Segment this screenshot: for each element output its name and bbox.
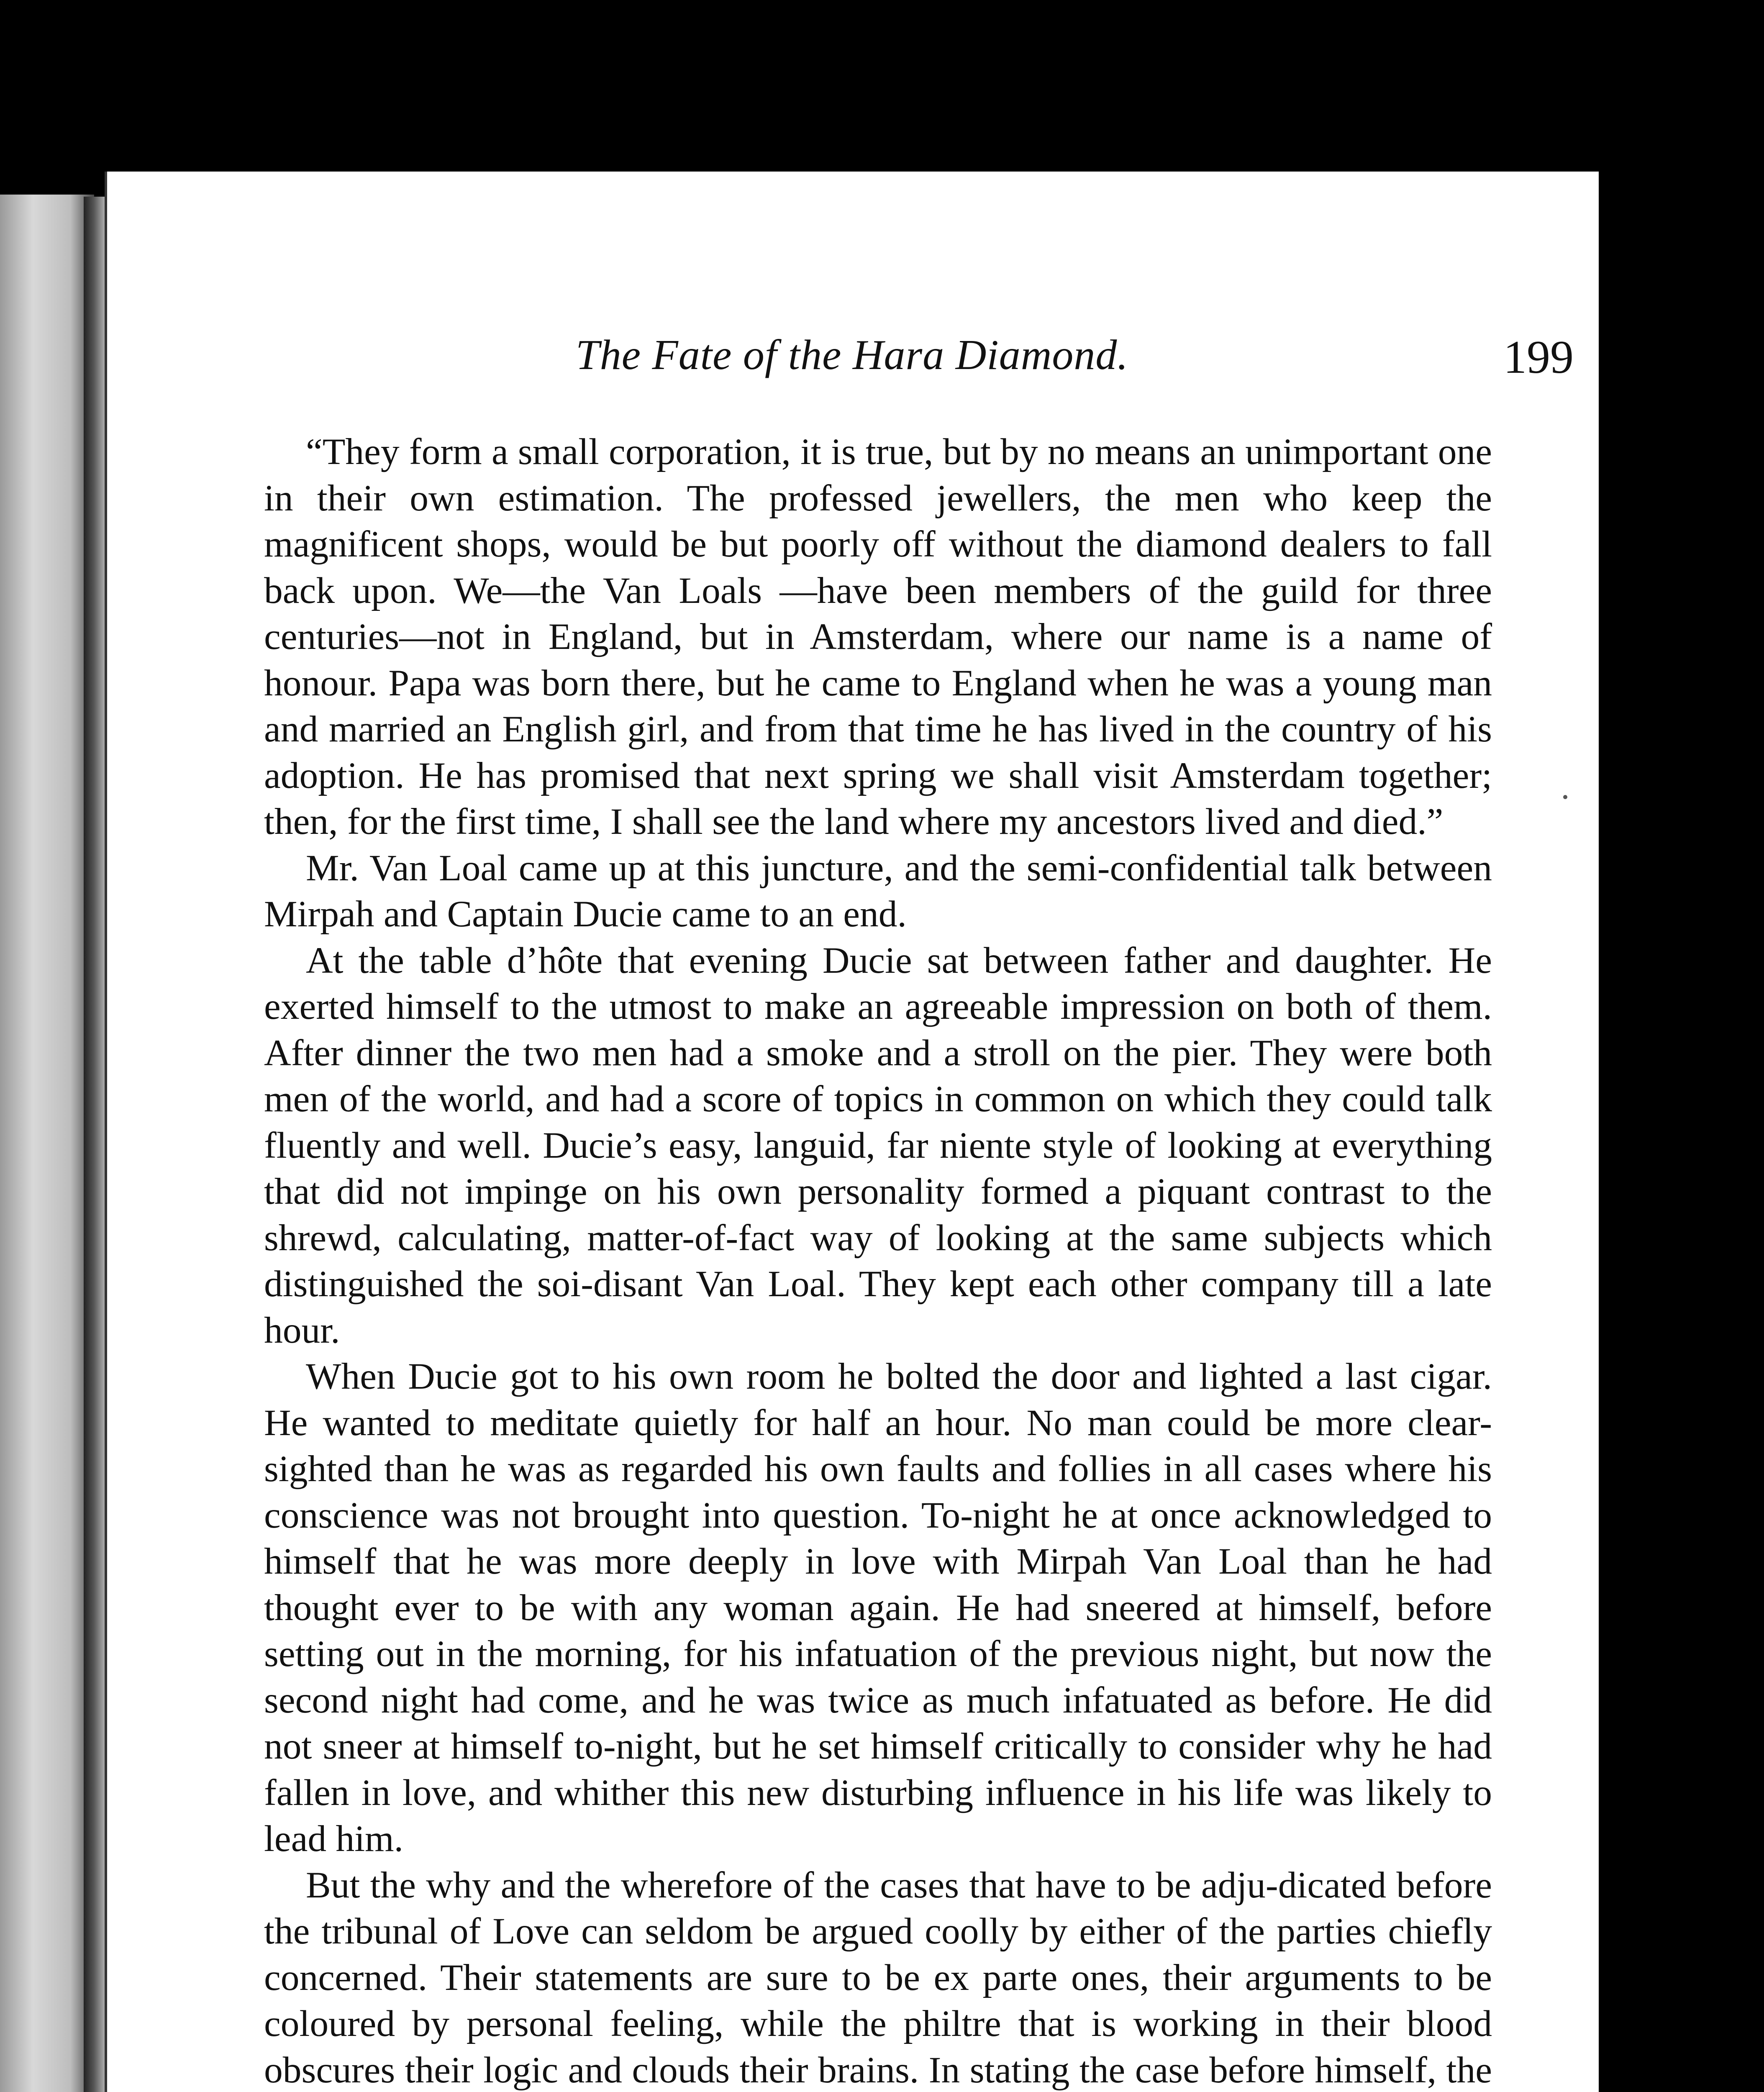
paragraph: But the why and the wherefore of the cases that have to be adju-dicated before the tribunal of Love can seldom be argued coolly by either of the parties chiefly concerned. Their statements are sure to be ex parte ones, their arguments to be coloured by personal feeling, while the philtre that is working in their blood obscures their logic and clouds their brains. In stating the case before himself, the [264, 1864, 1492, 2091]
page-speck [1563, 795, 1567, 799]
running-title: The Fate of the Hara Diamond. [576, 331, 1128, 379]
page-number: 199 [1503, 331, 1574, 383]
previous-page-edge [0, 195, 94, 2092]
paragraph: When Ducie got to his own room he bolted the door and lighted a last cigar. He wanted to meditate quietly for half an hour. No man could be more clear-sighted than he was as regarded his own faults and follies in all cases where his conscience was not brought into question. To-night he at once acknowledged to himself that he was more deeply in love with Mirpah Van Loal than he had thought ever to be with any woman again. He had sneered at himself, before setting out in the morning, for his infatuation of the previous night, but now the second night had come, and he was twice as much infatuated as before. He did not sneer at himself to-night, but he set himself critically to consider why he had fallen in love, and whither this new disturbing influence in his life was likely to lead him. [264, 1356, 1492, 1859]
running-header [576, 331, 1574, 389]
page-body-text [264, 429, 1492, 2092]
book-page [105, 172, 1599, 2092]
paragraph: “They form a small corporation, it is true, but by no means an unimportant one in their own estimation. The professed jewellers, the men who keep the magnificent shops, would be but poorly off without the diamond dealers to fall back upon. We—the Van Loals —have been members of the guild for three centuries—not in England, but in Amsterdam, where our name is a name of honour. Papa was born there, but he came to England when he was a young man and married an English girl, and from that time he has lived in the country of his adoption. He has promised that next spring we shall visit Amsterdam together; then, for the first time, I shall see the land where my ancestors lived and died.” [264, 431, 1492, 842]
paragraph: Mr. Van Loal came up at this juncture, and the semi-confidential talk between Mirpah and Captain Ducie came to an end. [264, 847, 1492, 935]
paragraph: At the table d’hôte that evening Ducie sat between father and daughter. He exerted himself to the utmost to make an agreeable impression on both of them. After dinner the two men had a smoke and a stroll on the pier. They were both men of the world, and had a score of topics in common on which they could talk fluently and well. Ducie’s easy, languid, far niente style of looking at everything that did not impinge on his own personality formed a piquant contrast to the shrewd, calculating, matter-of-fact way of looking at the same subjects which distinguished the soi-disant Van Loal. They kept each other company till a late hour. [264, 939, 1492, 1351]
